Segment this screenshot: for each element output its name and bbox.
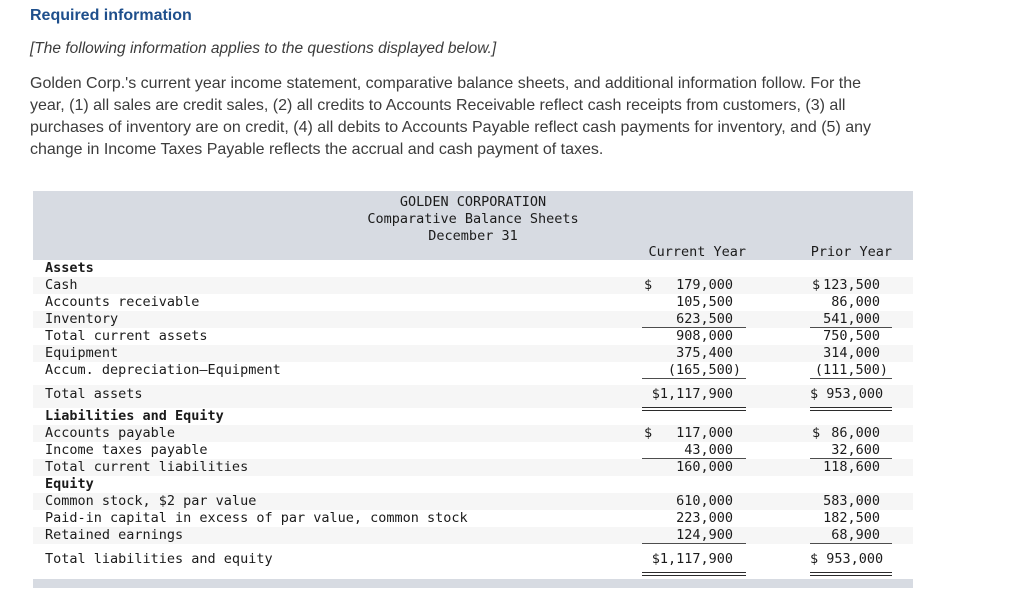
current-year-cell — [642, 362, 746, 379]
balance-sheet-table — [33, 191, 913, 588]
row-label: Paid-in capital in excess of par value, common stock — [45, 510, 468, 526]
prior-year-cell — [810, 260, 892, 277]
cell-value: 117,000 — [676, 425, 733, 441]
spacer — [892, 294, 913, 311]
spacer — [746, 408, 810, 425]
cell-value: 179,000 — [676, 277, 733, 293]
row-label: Total assets — [45, 386, 143, 402]
prior-year-cell — [810, 294, 892, 311]
spacer — [892, 311, 913, 328]
prior-year-cell — [810, 510, 892, 527]
table-header-band — [33, 191, 913, 260]
spacer — [892, 385, 913, 408]
table-row — [33, 459, 913, 476]
spacer — [892, 493, 913, 510]
cell-value: (111,500) — [814, 362, 888, 378]
cell-value: 583,000 — [823, 493, 880, 509]
spacer — [746, 385, 810, 408]
current-year-cell — [642, 510, 746, 527]
table-row — [33, 476, 913, 493]
current-year-cell — [642, 345, 746, 362]
table-row — [33, 328, 913, 345]
prior-year-cell — [810, 476, 892, 493]
cell-value: 105,500 — [676, 294, 733, 310]
current-year-cell — [642, 442, 746, 459]
cell-value: 68,900 — [831, 527, 880, 543]
table-row — [33, 362, 913, 379]
cell-value: $1,117,900 — [651, 386, 733, 402]
row-label: Inventory — [45, 311, 119, 327]
row-label: Cash — [45, 277, 78, 293]
table-row — [33, 260, 913, 277]
column-header-row — [33, 245, 913, 260]
row-label: Accounts receivable — [45, 294, 200, 310]
cell-value: 908,000 — [676, 328, 733, 344]
table-footer-strip — [33, 579, 913, 588]
spacer — [746, 311, 810, 328]
cell-value: 123,500 — [823, 277, 880, 293]
spacer — [746, 260, 810, 277]
current-year-cell — [642, 527, 746, 544]
spacer — [746, 459, 810, 476]
spacer — [892, 510, 913, 527]
spacer — [892, 328, 913, 345]
dollar-sign: $ — [644, 277, 653, 293]
required-information-heading: Required information — [30, 7, 192, 24]
cell-value: 43,000 — [684, 442, 733, 458]
cell-value: 610,000 — [676, 493, 733, 509]
current-year-column-header: Current Year — [648, 244, 746, 260]
intro-line: year, (1) all sales are credit sales, (2) all credits to Accounts Receivable reflect cash receipts from customers, (3) all — [30, 97, 846, 114]
cell-value: $1,117,900 — [651, 551, 733, 567]
statement-date: December 31 — [428, 228, 518, 244]
table-row — [33, 527, 913, 544]
cell-value: 32,600 — [831, 442, 880, 458]
table-row — [33, 311, 913, 328]
cell-value: $ 953,000 — [810, 386, 884, 402]
prior-year-cell — [810, 345, 892, 362]
table-row — [33, 442, 913, 459]
row-label: Liabilities and Equity — [45, 408, 224, 424]
spacer — [892, 260, 913, 277]
intro-line: purchases of inventory are on credit, (4) all debits to Accounts Payable reflect cash payments for inventory, and (5) any — [30, 119, 872, 136]
spacer — [746, 294, 810, 311]
current-year-cell — [642, 385, 746, 408]
spacer — [892, 362, 913, 379]
row-label: Retained earnings — [45, 527, 184, 543]
intro-line: change in Income Taxes Payable reflects the accrual and cash payment of taxes. — [30, 141, 604, 158]
table-row — [33, 294, 913, 311]
cell-value: 160,000 — [676, 459, 733, 475]
prior-year-cell — [810, 425, 892, 442]
spacer — [892, 425, 913, 442]
table-row — [33, 408, 913, 425]
table-row — [33, 425, 913, 442]
current-year-cell — [642, 260, 746, 277]
spacer — [746, 527, 810, 544]
intro-line: Golden Corp.'s current year income statement, comparative balance sheets, and additional information follow. For the — [30, 75, 862, 92]
spacer — [746, 493, 810, 510]
prior-year-cell — [810, 442, 892, 459]
current-year-cell — [642, 550, 746, 573]
row-label: Accounts payable — [45, 425, 176, 441]
cell-value: 375,400 — [676, 345, 733, 361]
table-row — [33, 510, 913, 527]
cell-value: 86,000 — [831, 425, 880, 441]
table-row — [33, 277, 913, 294]
row-label: Accum. depreciation–Equipment — [45, 362, 281, 378]
cell-value: 86,000 — [831, 294, 880, 310]
prior-year-cell — [810, 408, 892, 425]
cell-value: 118,600 — [823, 459, 880, 475]
current-year-cell — [642, 311, 746, 328]
prior-year-cell — [810, 277, 892, 294]
cell-value: $ 953,000 — [810, 551, 884, 567]
spacer — [746, 550, 810, 573]
intro-paragraph — [30, 73, 994, 161]
cell-value: 124,900 — [676, 527, 733, 543]
current-year-cell — [642, 408, 746, 425]
spacer — [746, 425, 810, 442]
table-row — [33, 345, 913, 362]
spacer — [746, 277, 810, 294]
cell-value: 182,500 — [823, 510, 880, 526]
spacer — [746, 362, 810, 379]
spacer — [892, 408, 913, 425]
prior-year-cell — [810, 459, 892, 476]
cell-value: 223,000 — [676, 510, 733, 526]
row-label: Total current liabilities — [45, 459, 249, 475]
dollar-sign: $ — [644, 425, 653, 441]
table-row — [33, 493, 913, 510]
spacer — [892, 476, 913, 493]
dollar-sign: $ — [812, 277, 821, 293]
spacer — [892, 550, 913, 573]
prior-year-cell — [810, 385, 892, 408]
cell-value: 314,000 — [823, 345, 880, 361]
current-year-cell — [642, 277, 746, 294]
table-row — [33, 385, 913, 408]
row-label: Equipment — [45, 345, 119, 361]
spacer — [892, 527, 913, 544]
row-label: Common stock, $2 par value — [45, 493, 257, 509]
spacer — [892, 459, 913, 476]
row-label: Total current assets — [45, 328, 208, 344]
applies-note: [The following information applies to the questions displayed below.] — [30, 40, 497, 57]
spacer — [892, 277, 913, 294]
cell-value: 623,500 — [676, 311, 733, 327]
current-year-cell — [642, 493, 746, 510]
prior-year-cell — [810, 311, 892, 328]
prior-year-column-header: Prior Year — [810, 244, 892, 260]
current-year-cell — [642, 294, 746, 311]
current-year-cell — [642, 425, 746, 442]
table-row — [33, 550, 913, 573]
spacer — [892, 442, 913, 459]
spacer — [746, 510, 810, 527]
table-body — [33, 260, 913, 573]
prior-year-cell — [810, 527, 892, 544]
cell-value: (165,500) — [667, 362, 741, 378]
prior-year-cell — [810, 362, 892, 379]
current-year-cell — [642, 328, 746, 345]
spacer — [746, 345, 810, 362]
current-year-cell — [642, 459, 746, 476]
spacer — [746, 442, 810, 459]
prior-year-cell — [810, 493, 892, 510]
row-label: Total liabilities and equity — [45, 551, 273, 567]
dollar-sign: $ — [812, 425, 821, 441]
row-label: Equity — [45, 476, 94, 492]
spacer — [746, 328, 810, 345]
row-label: Assets — [45, 260, 94, 276]
statement-title: Comparative Balance Sheets — [367, 211, 579, 227]
cell-value: 541,000 — [823, 311, 880, 327]
current-year-cell — [642, 476, 746, 493]
spacer — [892, 345, 913, 362]
spacer — [746, 476, 810, 493]
prior-year-cell — [810, 550, 892, 573]
company-name: GOLDEN CORPORATION — [399, 194, 547, 210]
cell-value: 750,500 — [823, 328, 880, 344]
prior-year-cell — [810, 328, 892, 345]
row-label: Income taxes payable — [45, 442, 208, 458]
